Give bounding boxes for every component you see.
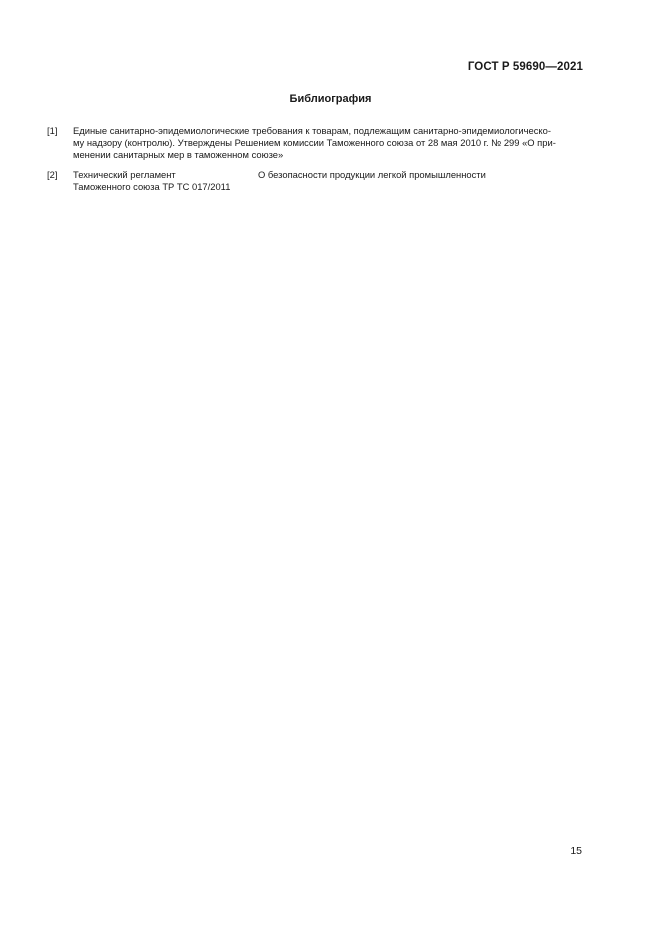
entry-text-line: Единые санитарно-эпидемиологические требования к товарам, подлежащим санитарно-эпидемиологическо- xyxy=(73,125,551,136)
entry-document-line: Технический регламент xyxy=(73,169,176,180)
entry-text-line: менении санитарных мер в таможенном союзе» xyxy=(73,149,284,161)
entry-number: [1] xyxy=(47,125,58,136)
document-code: ГОСТ Р 59690—2021 xyxy=(467,61,583,73)
page-number: 15 xyxy=(570,845,582,857)
entry-document-title: О безопасности продукции легкой промышленности xyxy=(258,169,486,180)
entry-document-line: Таможенного союза ТР ТС 017/2011 xyxy=(73,181,231,193)
entry-text xyxy=(73,125,583,162)
entry-document-reference xyxy=(73,169,253,193)
bibliography-entry xyxy=(47,125,583,162)
entry-number: [2] xyxy=(47,169,58,180)
section-title: Библиография xyxy=(289,93,372,105)
entry-text-line: му надзору (контролю). Утверждены Решением комиссии Таможенного союза от 28 мая 2010 г. № 299 «О при- xyxy=(73,137,556,149)
